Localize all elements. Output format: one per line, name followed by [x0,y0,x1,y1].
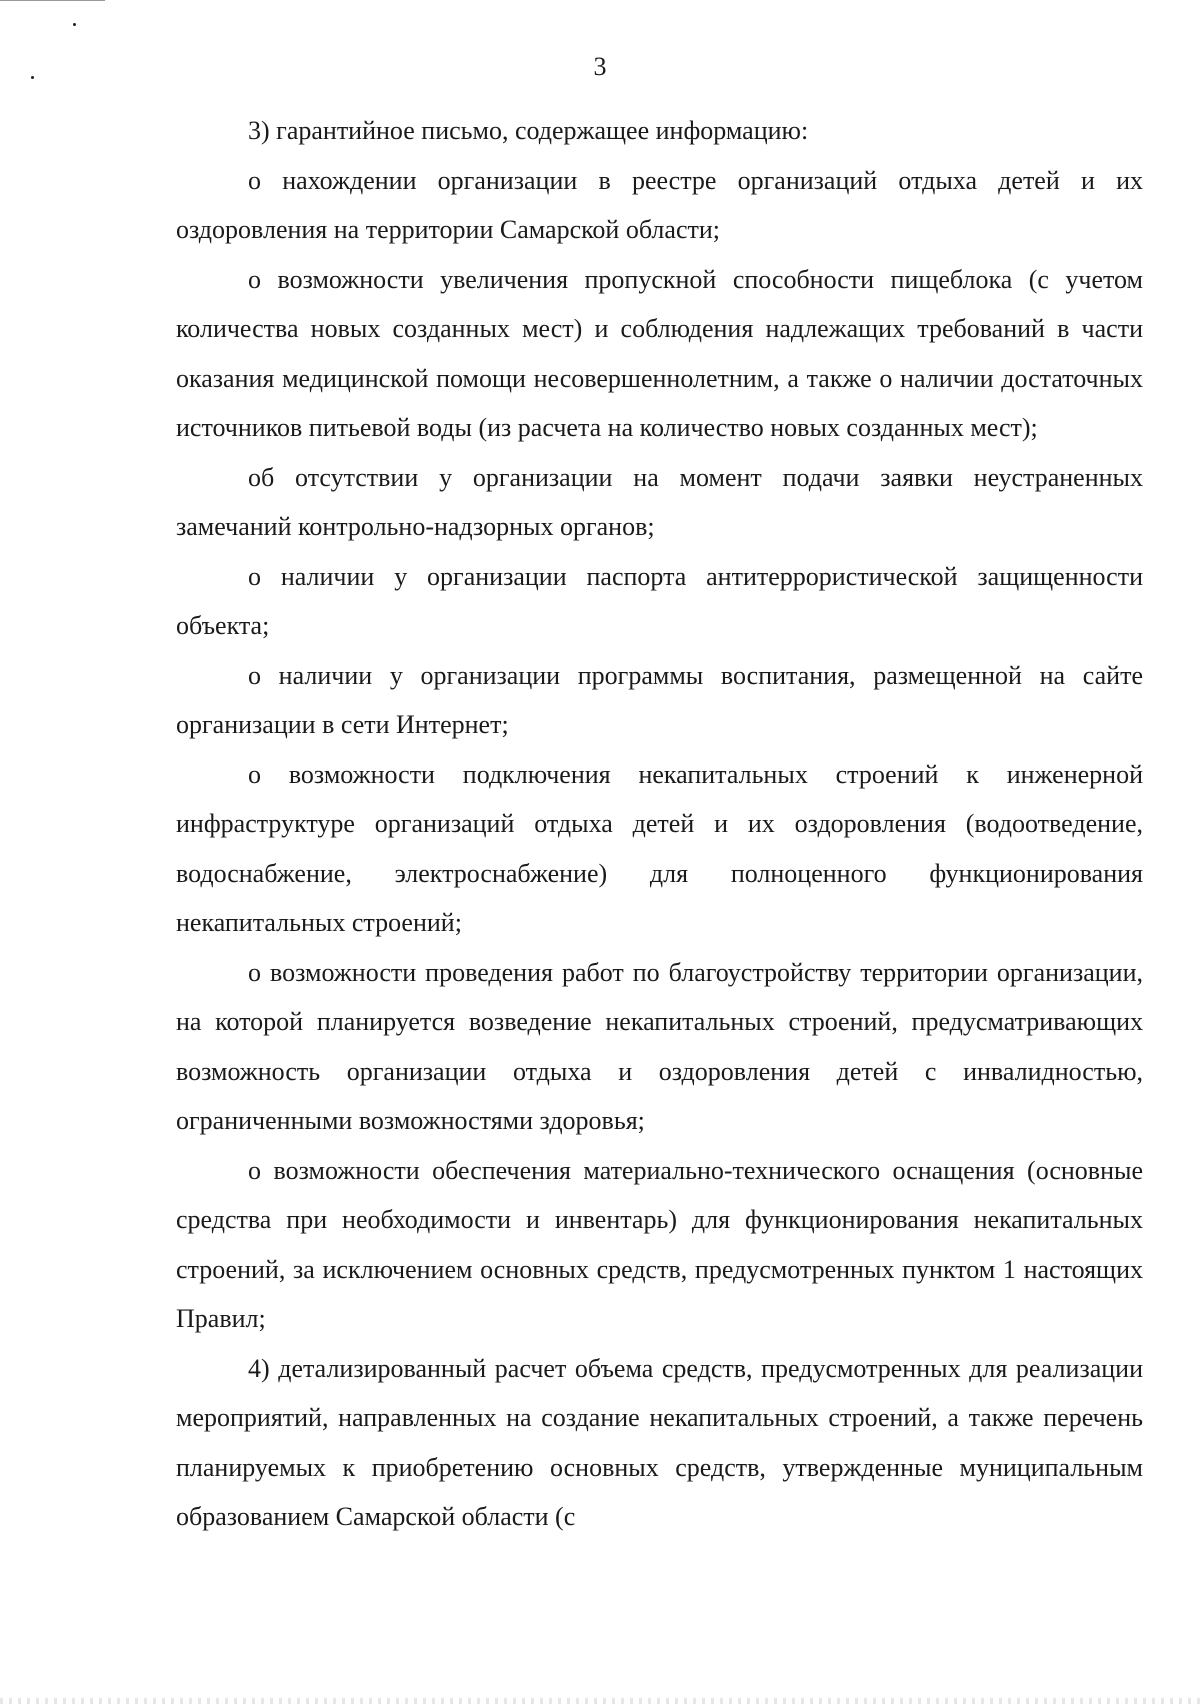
paragraph-antiterror-passport: о наличии у организации паспорта антитеррористической защищенности объекта; [176,561,1143,640]
paragraph-no-violations: об отсутствии у организации на момент подачи заявки неустраненных замечаний контрольно-надзорных органов; [176,462,1143,541]
document-body [176,106,1143,1542]
paragraph-catering-capacity: о возможности увеличения пропускной способности пищеблока (с учетом количества новых созданных мест) и соблюдения надлежащих требований в части оказания медицинской помощи несовершеннолетним, а также о наличии достаточных источников питьевой воды (из расчета на количество новых созданных мест); [176,264,1143,442]
paragraph-education-program: о наличии у организации программы воспитания, размещенной на сайте организации в сети Интернет; [176,660,1143,739]
paragraph-detailed-calculation: 4) детализированный расчет объема средств, предусмотренных для реализации мероприятий, направленных на создание некапитальных строений, а также перечень планируемых к приобретению основных средств, утвержденные муниципальным образованием Самарской области (с [176,1353,1143,1531]
scan-bottom-noise [0,1698,1200,1704]
paragraph-equipment: о возможности обеспечения материально-технического оснащения (основные средства при необходимости и инвентарь) для функционирования некапитальных строений, за исключением основных средств, предусмотренных пунктом 1 настоящих Правил; [176,1155,1143,1333]
paragraph-guarantee-letter: 3) гарантийное письмо, содержащее информацию: [248,116,809,145]
paragraph-landscaping: о возможности проведения работ по благоустройству территории организации, на которой планируется возведение некапитальных строений, предусматривающих возможность организации отдыха и оздоровления детей с инвалидностью, ограниченными возможностями здоровья; [176,957,1143,1135]
page-number: 3 [593,52,607,81]
scan-corner-line [0,0,105,1]
scan-speck [73,23,76,26]
paragraph-engineering-infrastructure: о возможности подключения некапитальных строений к инженерной инфраструктуре организаций отдыха детей и их оздоровления (водоотведение, водоснабжение, электроснабжение) для полноценного функционирования некапитальных строений; [176,759,1143,937]
paragraph-registry: о нахождении организации в реестре организаций отдыха детей и их оздоровления на территории Самарской области; [176,165,1143,244]
